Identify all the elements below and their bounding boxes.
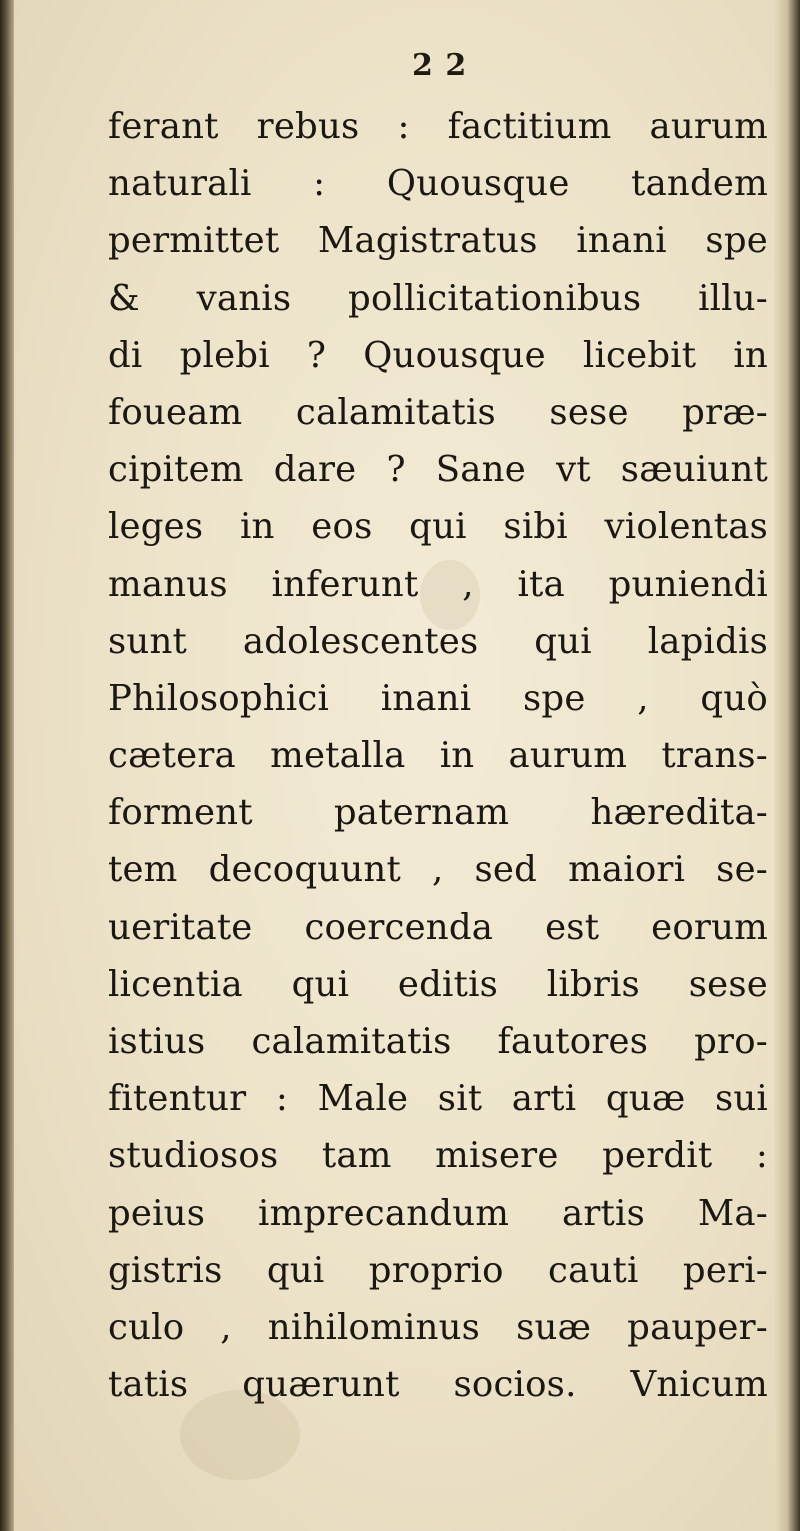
text-line: cipitem dare ? Sane vt sæuiunt (108, 449, 768, 491)
text-line: tatis quærunt socios. Vnicum (108, 1364, 768, 1406)
text-line: fitentur : Male sit arti quæ sui (108, 1078, 768, 1120)
body-text (108, 98, 768, 1413)
text-line: naturali : Quousque tandem (108, 163, 768, 205)
page-edge-shadow (774, 0, 800, 1531)
text-line: leges in eos qui sibi violentas (108, 506, 768, 548)
text-line: sunt adolescentes qui lapidis (108, 620, 768, 662)
text-line: ferant rebus : factitium aurum (108, 106, 768, 147)
page-number: 2 2 (412, 48, 468, 83)
text-line: forment paternam hæredita- (108, 792, 768, 834)
text-line: Philosophici inani spe , quò (108, 677, 768, 719)
binding-edge (0, 0, 14, 1531)
text-line: licentia qui editis libris sese (108, 963, 768, 1005)
text-line: gistris qui proprio cauti peri- (108, 1249, 768, 1291)
text-line: permittet Magistratus inani spe (108, 220, 768, 262)
text-line: foueam calamitatis sese præ- (108, 391, 768, 433)
text-line: cætera metalla in aurum trans- (108, 735, 768, 777)
text-line: di plebi ? Quousque licebit in (108, 334, 768, 376)
text-line: culo , nihilominus suæ pauper- (108, 1306, 768, 1348)
text-line: studiosos tam misere perdit : (108, 1135, 768, 1177)
text-line: ueritate coercenda est eorum (108, 906, 768, 948)
text-line: peius imprecandum artis Ma- (108, 1192, 768, 1234)
text-line: & vanis pollicitationibus illu- (108, 277, 768, 319)
text-line: tem decoquunt , sed maiori se- (108, 849, 768, 891)
text-line: istius calamitatis fautores pro- (108, 1021, 768, 1062)
text-line: manus inferunt , ita puniendi (108, 563, 768, 605)
